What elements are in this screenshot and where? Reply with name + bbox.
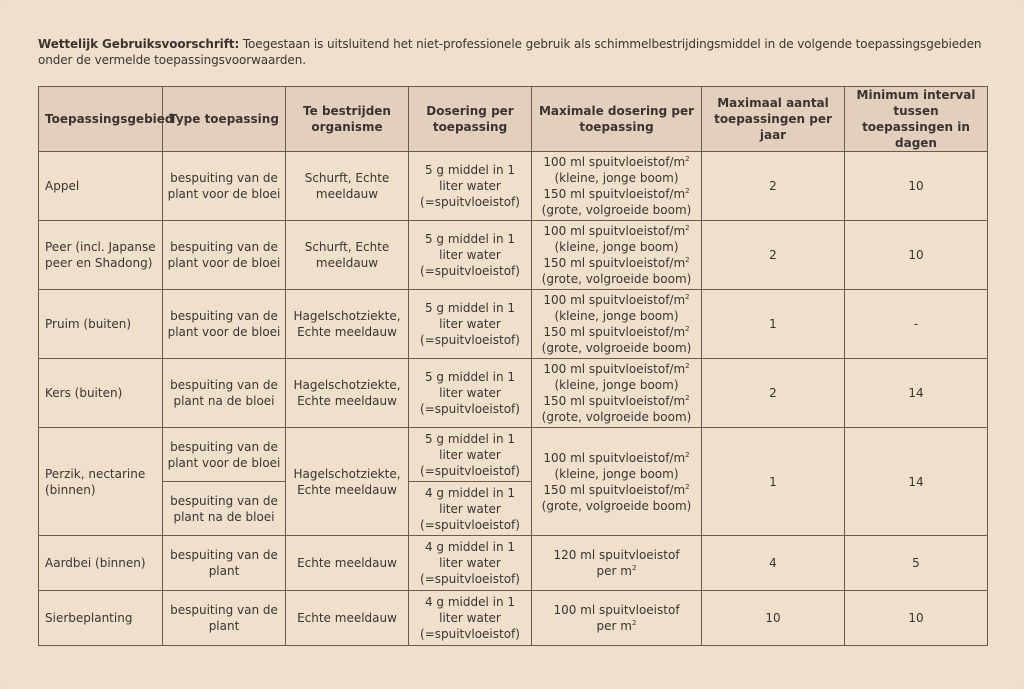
header-cell: Toepassingsgebied — [39, 87, 163, 152]
cell-gebied: Perzik, nectarine (binnen) — [39, 428, 163, 536]
cell-dosering: 5 g middel in 1 liter water (=spuitvloeistof) — [409, 152, 532, 221]
header-cell: Minimum interval tussen toepassingen in dagen — [845, 87, 988, 152]
cell-type: bespuiting van de plant voor de bloei — [163, 290, 286, 359]
cell-dosering: 4 g middel in 1 liter water (=spuitvloeistof) — [409, 591, 532, 646]
table-row — [39, 152, 988, 221]
header-cell: Dosering per toepassing — [409, 87, 532, 152]
cell-dosering: 5 g middel in 1 liter water (=spuitvloeistof) — [409, 359, 532, 428]
intro-text: Toegestaan is uitsluitend het niet-professionele gebruik als schimmelbestrijdingsmiddel in de volgende toepassingsgebieden onder de vermelde toepassingsvoorwaarden. — [38, 37, 982, 67]
cell-organisme: Echte meeldauw — [286, 536, 409, 591]
cell-dosering: 5 g middel in 1 liter water (=spuitvloeistof) — [409, 428, 532, 482]
table-row — [39, 359, 988, 428]
cell-organisme: Schurft, Echte meeldauw — [286, 152, 409, 221]
cell-max-dosering: 100 ml spuitvloeistof/$m^2$ (kleine, jonge boom) 150 ml spuitvloeistof/$m^2$ (grote, volgroeide boom) — [532, 359, 702, 428]
cell-organisme: Echte meeldauw — [286, 591, 409, 646]
table-row — [39, 290, 988, 359]
cell-type: bespuiting van de plant voor de bloei — [163, 428, 286, 482]
cell-aantal: 2 — [702, 359, 845, 428]
cell-aantal: 2 — [702, 221, 845, 290]
cell-type: bespuiting van de plant voor de bloei — [163, 152, 286, 221]
intro-paragraph — [38, 36, 998, 68]
cell-interval: 10 — [845, 221, 988, 290]
cell-gebied: Kers (buiten) — [39, 359, 163, 428]
cell-gebied: Appel — [39, 152, 163, 221]
cell-aantal: 2 — [702, 152, 845, 221]
cell-interval: 10 — [845, 591, 988, 646]
cell-max-dosering: 100 ml spuitvloeistof/$m^2$ (kleine, jonge boom) 150 ml spuitvloeistof/$m^2$ (grote, volgroeide boom) — [532, 152, 702, 221]
header-cell: Te bestrijden organisme — [286, 87, 409, 152]
cell-dosering: 5 g middel in 1 liter water (=spuitvloeistof) — [409, 221, 532, 290]
cell-gebied: Aardbei (binnen) — [39, 536, 163, 591]
cell-dosering: 4 g middel in 1 liter water (=spuitvloeistof) — [409, 482, 532, 536]
table-row — [39, 591, 988, 646]
cell-gebied: Sierbeplanting — [39, 591, 163, 646]
cell-gebied: Peer (incl. Japanse peer en Shadong) — [39, 221, 163, 290]
cell-max-dosering: 100 ml spuitvloeistof/$m^2$ (kleine, jonge boom) 150 ml spuitvloeistof/$m^2$ (grote, volgroeide boom) — [532, 290, 702, 359]
cell-interval: - — [845, 290, 988, 359]
intro-label: Wettelijk Gebruiksvoorschrift: — [38, 37, 240, 51]
table-header-row — [39, 87, 988, 152]
cell-organisme: Schurft, Echte meeldauw — [286, 221, 409, 290]
cell-organisme: Hagelschotziekte, Echte meeldauw — [286, 428, 409, 536]
cell-max-dosering: 100 ml spuitvloeistof per $m^2$ — [532, 591, 702, 646]
cell-max-dosering: 120 ml spuitvloeistof per $m^2$ — [532, 536, 702, 591]
cell-interval: 5 — [845, 536, 988, 591]
cell-type: bespuiting van de plant — [163, 536, 286, 591]
table-row — [39, 536, 988, 591]
cell-interval: 10 — [845, 152, 988, 221]
cell-gebied: Pruim (buiten) — [39, 290, 163, 359]
cell-aantal: 1 — [702, 290, 845, 359]
usage-table — [38, 86, 988, 646]
cell-interval: 14 — [845, 359, 988, 428]
cell-aantal: 4 — [702, 536, 845, 591]
cell-type: bespuiting van de plant na de bloei — [163, 482, 286, 536]
table-row — [39, 221, 988, 290]
cell-type: bespuiting van de plant — [163, 591, 286, 646]
cell-type: bespuiting van de plant na de bloei — [163, 359, 286, 428]
cell-dosering: 4 g middel in 1 liter water (=spuitvloeistof) — [409, 536, 532, 591]
header-cell: Maximaal aantal toepassingen per jaar — [702, 87, 845, 152]
table-row — [39, 428, 988, 482]
cell-dosering: 5 g middel in 1 liter water (=spuitvloeistof) — [409, 290, 532, 359]
cell-aantal: 1 — [702, 428, 845, 536]
cell-aantal: 10 — [702, 591, 845, 646]
cell-organisme: Hagelschotziekte, Echte meeldauw — [286, 290, 409, 359]
cell-interval: 14 — [845, 428, 988, 536]
cell-type: bespuiting van de plant voor de bloei — [163, 221, 286, 290]
cell-organisme: Hagelschotziekte, Echte meeldauw — [286, 359, 409, 428]
cell-max-dosering: 100 ml spuitvloeistof/$m^2$ (kleine, jonge boom) 150 ml spuitvloeistof/$m^2$ (grote, volgroeide boom) — [532, 221, 702, 290]
cell-max-dosering: 100 ml spuitvloeistof/$m^2$ (kleine, jonge boom) 150 ml spuitvloeistof/$m^2$ (grote, volgroeide boom) — [532, 428, 702, 536]
header-cell: Maximale dosering per toepassing — [532, 87, 702, 152]
header-cell: Type toepassing — [163, 87, 286, 152]
